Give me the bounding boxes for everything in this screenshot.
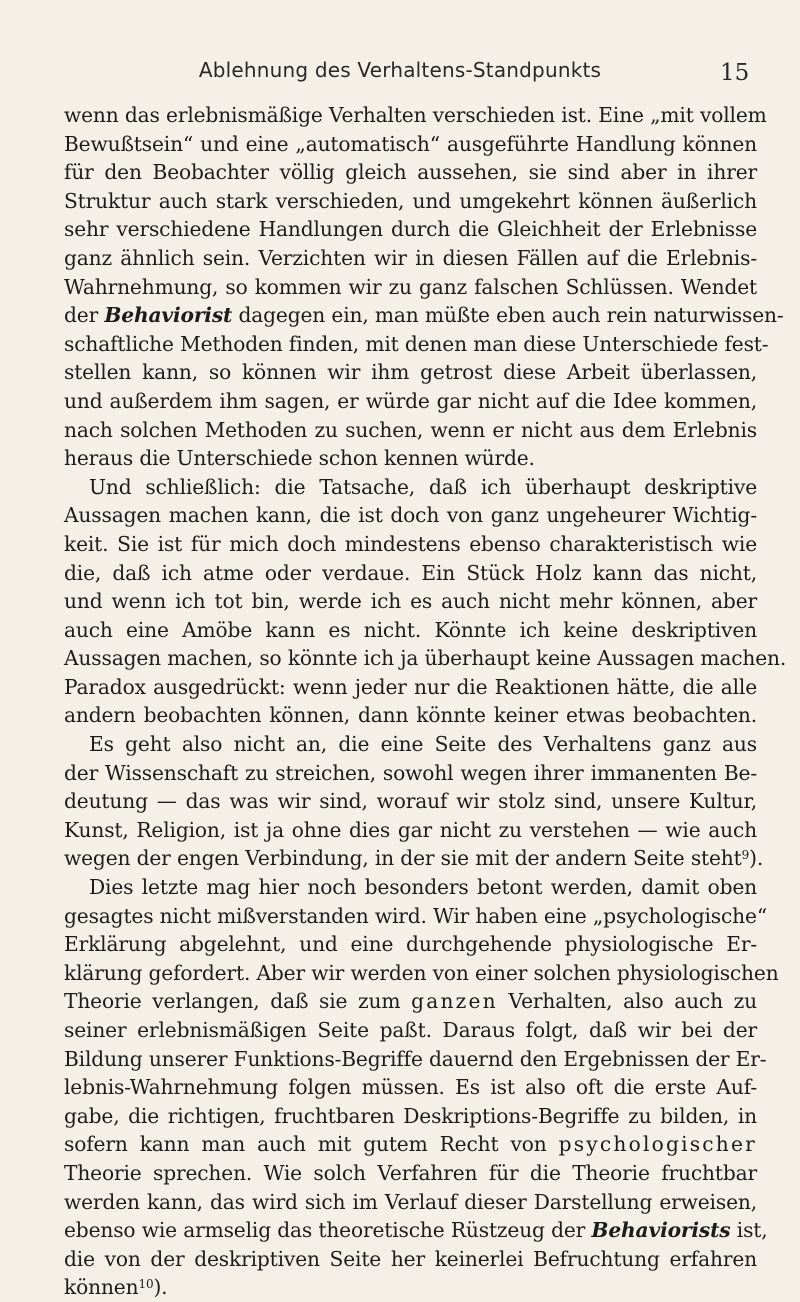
text-line	[64, 215, 757, 244]
text-line	[64, 844, 764, 873]
text-segment: sehr verschiedene Handlungen durch die Gleichheit der Erlebnisse	[64, 217, 757, 242]
text-line	[64, 1045, 767, 1074]
text-line	[64, 1102, 757, 1131]
text-segment: Verhalten, also auch zu	[497, 989, 757, 1014]
text-segment: der Wissenschaft zu streichen, sowohl wegen ihrer immanenten Be-	[64, 760, 757, 785]
text-segment: seiner erlebnismäßigen Seite paßt. Daraus folgt, daß wir bei der	[64, 1018, 757, 1042]
text-segment: werden kann, das wird sich im Verlauf dieser Darstellung erweisen,	[64, 1189, 757, 1214]
text-line	[64, 530, 757, 559]
text-segment: wenn das erlebnismäßige Verhalten verschieden ist. Eine „mit vollem	[64, 103, 767, 127]
text-line	[64, 1273, 757, 1302]
text-line	[64, 616, 757, 645]
text-line	[64, 930, 757, 959]
text-line	[64, 816, 757, 845]
text-line	[64, 130, 757, 159]
text-line	[64, 1216, 768, 1245]
text-segment: gesagtes nicht mißverstanden wird. Wir haben eine „psychologische“	[64, 903, 767, 928]
text-line	[64, 787, 757, 816]
text-line	[64, 701, 757, 730]
text-line	[64, 1188, 757, 1217]
text-segment: Bewußtsein“ und eine „automatisch“ ausgeführte Handlung können	[64, 131, 757, 156]
text-segment: Kunst, Religion, ist ja ohne dies gar nicht zu verstehen — wie auch	[64, 817, 757, 842]
text-segment: gabe, die richtigen, fruchtbaren Deskriptions-Begriffe zu bilden, in	[64, 1103, 757, 1128]
text-segment: Struktur auch stark verschieden, und umgekehrt können äußerlich	[64, 188, 757, 213]
text-line	[64, 559, 757, 588]
text-segment: der	[64, 303, 105, 328]
text-segment: für den Beobachter völlig gleich aussehen, sie sind aber in ihrer	[64, 160, 757, 185]
text-segment: Dies letzte mag hier noch besonders betont werden, damit oben	[89, 875, 757, 900]
text-segment: Paradox ausgedrückt: wenn jeder nur die Reaktionen hätte, die alle	[64, 674, 757, 699]
text-segment: und außerdem ihm sagen, er würde gar nicht auf die Idee kommen,	[64, 388, 757, 413]
text-segment: Es geht also nicht an, die eine Seite des Verhaltens ganz aus	[89, 732, 757, 757]
text-segment: heraus die Unterschiede schon kennen würde.	[64, 446, 535, 471]
running-title: Ablehnung des Verhaltens-Standpunkts	[198, 58, 602, 82]
text-segment: ganz ähnlich sein. Verzichten wir in diesen Fällen auf die Erlebnis-	[64, 245, 757, 270]
text-segment: Aussagen machen, so könnte ich ja überhaupt keine Aussagen machen.	[64, 646, 787, 671]
text-line	[64, 730, 757, 759]
text-segment: Wahrnehmung, so kommen wir zu ganz falschen Schlüssen. Wendet	[64, 274, 757, 299]
text-segment: Erklärung abgelehnt, und eine durchgehende physiologische Er-	[64, 932, 757, 957]
text-line	[64, 1130, 757, 1159]
text-line	[64, 873, 757, 902]
text-segment: andern beobachten können, dann könnte keiner etwas beobachten.	[64, 703, 757, 728]
text-segment: die von der deskriptiven Seite her keinerlei Befruchtung erfahren	[64, 1246, 757, 1271]
text-line	[64, 101, 767, 130]
text-line	[64, 244, 757, 273]
text-segment: ).	[749, 846, 764, 871]
text-segment: Und schließlich: die Tatsache, daß ich überhaupt deskriptive	[89, 474, 757, 499]
text-segment: schaftliche Methoden finden, mit denen man diese Unterschiede fest-	[64, 331, 769, 356]
text-line	[64, 416, 757, 445]
emphasized-term: Behaviorists	[591, 1218, 731, 1243]
text-line	[64, 358, 757, 387]
emphasized-term: Behaviorist	[104, 303, 233, 328]
text-line	[64, 273, 757, 302]
text-segment: dagegen ein, man müßte eben auch rein naturwissen-	[232, 303, 784, 328]
text-line	[64, 387, 757, 416]
footnote-marker: 9	[741, 848, 750, 863]
text-line	[64, 644, 787, 673]
text-line	[64, 673, 757, 702]
text-segment: stellen kann, so können wir ihm getrost diese Arbeit überlassen,	[64, 360, 757, 385]
text-line	[64, 330, 769, 359]
text-line	[64, 902, 767, 931]
text-line	[64, 301, 784, 330]
page-number: 15	[720, 60, 750, 86]
text-segment: Theorie verlangen, daß sie zum	[64, 989, 412, 1014]
text-segment: keit. Sie ist für mich doch mindestens ebenso charakteristisch wie	[64, 531, 757, 556]
text-line	[64, 959, 779, 988]
text-segment: können	[64, 1275, 139, 1300]
footnote-marker: 10	[138, 1277, 154, 1292]
spaced-emphasis: ganzen	[411, 989, 498, 1014]
text-segment: und wenn ich tot bin, werde ich es auch nicht mehr können, aber	[64, 589, 757, 614]
text-segment: ebenso wie armselig das theoretische Rüstzeug der	[64, 1218, 592, 1243]
text-segment: klärung gefordert. Aber wir werden von einer solchen physiologischen	[64, 960, 779, 985]
text-line	[64, 987, 757, 1016]
body-text	[64, 101, 787, 1302]
text-segment: Aussagen machen kann, die ist doch von ganz ungeheurer Wichtig-	[64, 503, 757, 528]
text-segment: auch eine Amöbe kann es nicht. Könnte ich keine deskriptiven	[64, 617, 757, 642]
text-line	[64, 587, 757, 616]
text-segment: nach solchen Methoden zu suchen, wenn er nicht aus dem Erlebnis	[64, 417, 757, 442]
text-segment: sofern kann man auch mit gutem Recht von	[64, 1132, 559, 1157]
text-segment: ).	[153, 1275, 168, 1300]
text-segment: Theorie sprechen. Wie solch Verfahren für die Theorie fruchtbar	[64, 1160, 757, 1185]
text-line	[64, 1016, 757, 1045]
text-segment: deutung — das was wir sind, worauf wir stolz sind, unsere Kultur,	[64, 789, 757, 814]
text-line	[64, 158, 757, 187]
text-line	[64, 1245, 757, 1274]
text-line	[64, 1073, 757, 1102]
text-segment: ist,	[730, 1218, 768, 1243]
text-segment: lebnis-Wahrnehmung folgen müssen. Es ist also oft die erste Auf-	[64, 1075, 757, 1100]
text-segment: wegen der engen Verbindung, in der sie mit der andern Seite steht	[64, 846, 742, 871]
text-line	[64, 473, 757, 502]
text-line	[64, 1159, 757, 1188]
text-segment: Bildung unserer Funktions-Begriffe dauernd den Ergebnissen der Er-	[64, 1046, 767, 1071]
text-line	[64, 501, 757, 530]
text-line	[64, 444, 757, 473]
text-line	[64, 187, 757, 216]
text-line	[64, 759, 757, 788]
spaced-emphasis: psychologischer	[558, 1132, 757, 1157]
text-segment: die, daß ich atme oder verdaue. Ein Stück Holz kann das nicht,	[64, 560, 757, 585]
